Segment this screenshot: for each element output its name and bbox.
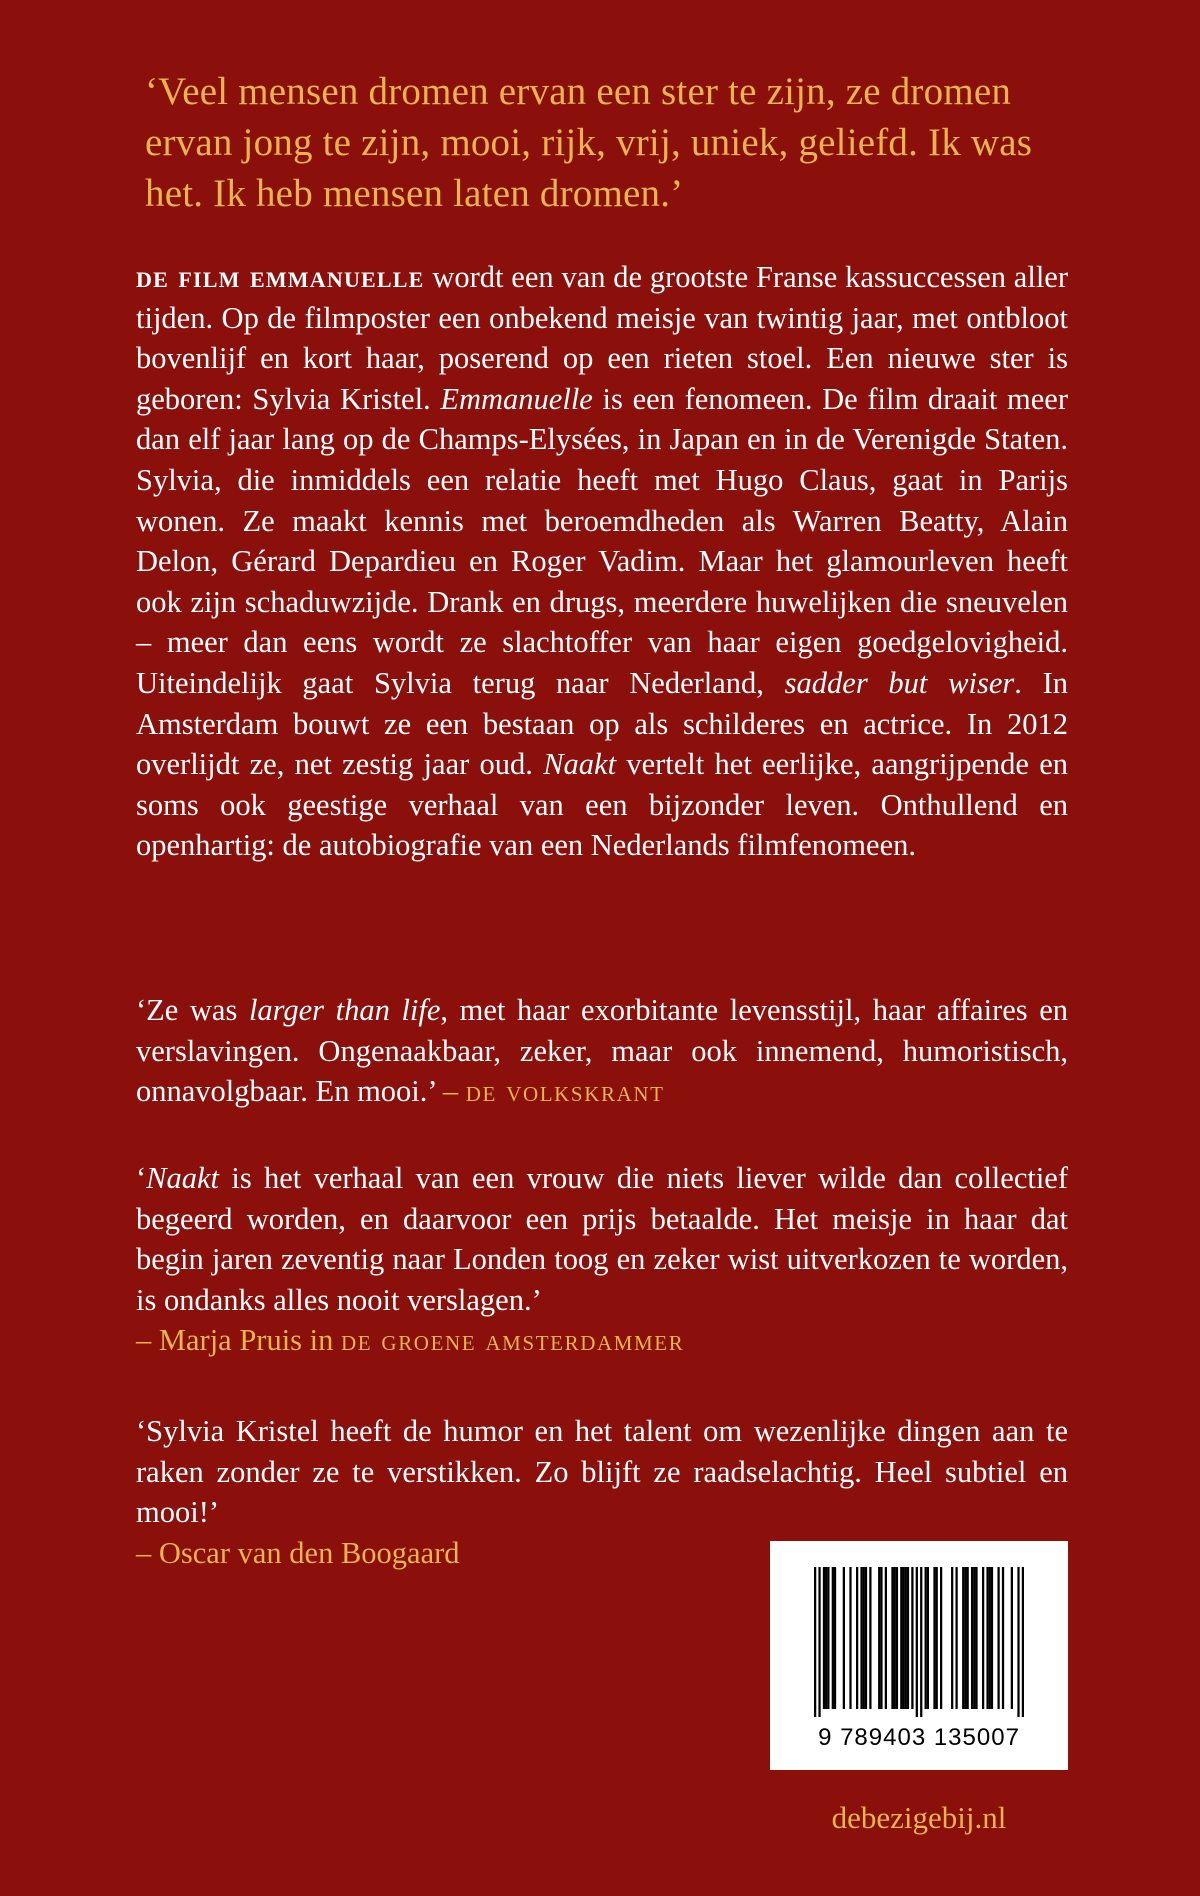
barcode-bar	[818, 1567, 820, 1717]
blurb-italic-title-1: Emmanuelle	[440, 381, 593, 416]
barcode-bar	[878, 1567, 880, 1709]
barcode-bar	[869, 1567, 871, 1709]
barcode-bar	[834, 1567, 836, 1709]
barcode-bar	[991, 1567, 993, 1709]
barcode-bar	[975, 1567, 977, 1709]
barcode-bar	[925, 1567, 927, 1709]
barcode-bar	[907, 1567, 909, 1709]
barcode-bar	[896, 1567, 898, 1709]
blurb-text-3: . In Amsterdam bouwt ze een bestaan op als schilderes en actrice. In 2012 overlijdt ze, net zestig jaar oud.	[136, 665, 1069, 782]
review-1-post: , met haar exorbitante levensstijl, haar affaires en verslavingen. Ongenaakbaar, zeker, maar ook innemend, humoristisch, onnavolgbaar. En mooi.’	[136, 993, 1069, 1109]
barcode-bar	[894, 1567, 896, 1709]
barcode-bar	[902, 1567, 904, 1709]
barcode-bar	[973, 1567, 975, 1709]
barcode-bar	[964, 1567, 966, 1709]
barcode-bar	[885, 1567, 887, 1709]
barcode-bar	[911, 1567, 913, 1709]
barcode-bar	[823, 1567, 825, 1709]
blurb-italic-phrase: sadder but wiser	[784, 665, 1015, 700]
barcode-bars	[814, 1567, 1024, 1717]
barcode-bar	[997, 1567, 999, 1709]
barcode-bar	[865, 1567, 867, 1709]
blurb-text-4: vertelt het eerlijke, aangrijpende en soms ook geestige verhaal van een bijzonder leven. Onthullend en openhartig: de autobiografie van een Nederlands filmfenomeen.	[136, 747, 1068, 863]
barcode-bar	[880, 1567, 882, 1709]
barcode-bar	[814, 1567, 816, 1717]
barcode-bar	[1011, 1567, 1013, 1709]
review-quote-volkskrant	[136, 990, 1068, 1112]
blurb-text-1: wordt een van de grootste Franse kassuccessen aller tijden. Op de filmposter een onbekend meisje van twintig jaar, met ontbloot bovenlijf en kort haar, poserend op een rieten stoel. Een nieuwe ster is geboren: Sylvia Kristel.	[136, 260, 1068, 416]
review-3-text: ‘Sylvia Kristel heeft de humor en het talent om wezenlijke dingen aan te raken zonder ze te verstikken. Zo blijft ze raadselachtig. Heel subtiel en mooi!’	[136, 1414, 1068, 1530]
barcode-bar	[933, 1567, 935, 1709]
lead-quote: ‘Veel mensen dromen ervan een ster te zijn, ze dromen ervan jong te zijn, mooi, rijk, vrij, uniek, geliefd. Ik was het. Ik heb mensen laten dromen.’	[145, 70, 1033, 215]
barcode-bar	[989, 1567, 991, 1709]
barcode-bar	[832, 1567, 834, 1709]
barcode-bar	[891, 1567, 893, 1709]
review-2-source: de groene amsterdammer	[341, 1323, 685, 1358]
publisher-website: debezigebij.nl	[831, 1800, 1007, 1835]
barcode-bar	[905, 1567, 907, 1709]
barcode-bar	[1022, 1567, 1024, 1717]
barcode-bar	[900, 1567, 902, 1709]
barcode-bar	[940, 1567, 942, 1709]
barcode-bar	[916, 1567, 918, 1717]
barcode-bar	[986, 1567, 988, 1709]
barcode-bar	[951, 1567, 953, 1709]
barcode-digits: 9 789403 135007	[818, 1724, 1020, 1751]
barcode-bar	[962, 1567, 964, 1709]
review-2-pre: ‘	[136, 1161, 147, 1195]
barcode-bar	[936, 1567, 938, 1709]
barcode-bar	[843, 1567, 845, 1709]
review-2-italic: Naakt	[146, 1161, 220, 1195]
blurb-text-2: is een fenomeen. De film draait meer dan elf jaar lang op de Champs-Elysées, in Japan en in de Verenigde Staten. Sylvia, die inmiddels een relatie heeft met Hugo Claus, gaat in Parijs wonen. Ze maakt kennis met beroemdheden als Warren Beatty, Alain Delon, Gérard Depardieu en Roger Vadim. Maar het glamourleven heeft ook zijn schaduwzijde. Drank en drugs, meerdere huwelijken die sneuvelen – meer dan eens wordt ze slachtoffer van haar eigen goedgelovigheid. Uiteindelijk gaat Sylvia terug naar Nederland,	[136, 381, 1069, 700]
barcode-bar	[827, 1567, 829, 1709]
review-2-author: – Marja Pruis in	[136, 1323, 342, 1358]
barcode-bar	[849, 1567, 851, 1709]
barcode-bar	[825, 1567, 827, 1709]
barcode-bar	[860, 1567, 862, 1709]
blurb-italic-title-2: Naakt	[543, 747, 617, 782]
barcode-bar	[971, 1567, 973, 1709]
barcode-bar	[920, 1567, 922, 1717]
review-quote-groene	[136, 1158, 1068, 1361]
barcode-bar	[982, 1567, 984, 1709]
review-1-pre: ‘Ze was	[136, 993, 249, 1027]
review-2-post: is het verhaal van een vrouw die niets liever wilde dan collectief begeerd worden, en daarvoor een prijs betaalde. Het meisje in haar dat begin jaren zeventig naar Londen toog en zeker wist uitverkozen te worden, is ondanks alles nooit verslagen.’	[136, 1161, 1068, 1317]
isbn-barcode	[770, 1541, 1068, 1770]
barcode-bar	[856, 1567, 858, 1709]
barcode-bar	[927, 1567, 929, 1709]
barcode-bar	[863, 1567, 865, 1709]
review-1-dash: –	[435, 1074, 466, 1109]
barcode-bar	[1017, 1567, 1019, 1717]
barcode-bar	[955, 1567, 957, 1709]
barcode-bar	[967, 1567, 969, 1709]
blurb-paragraph	[136, 256, 1068, 866]
blurb-lead-smallcaps: de film emmanuelle	[136, 258, 425, 294]
review-2-attribution	[136, 1320, 1068, 1361]
barcode-bar	[1002, 1567, 1004, 1709]
review-3-author: – Oscar van den Boogaard	[136, 1535, 460, 1570]
review-1-source: de volkskrant	[465, 1074, 665, 1109]
review-1-italic: larger than life	[248, 993, 441, 1027]
